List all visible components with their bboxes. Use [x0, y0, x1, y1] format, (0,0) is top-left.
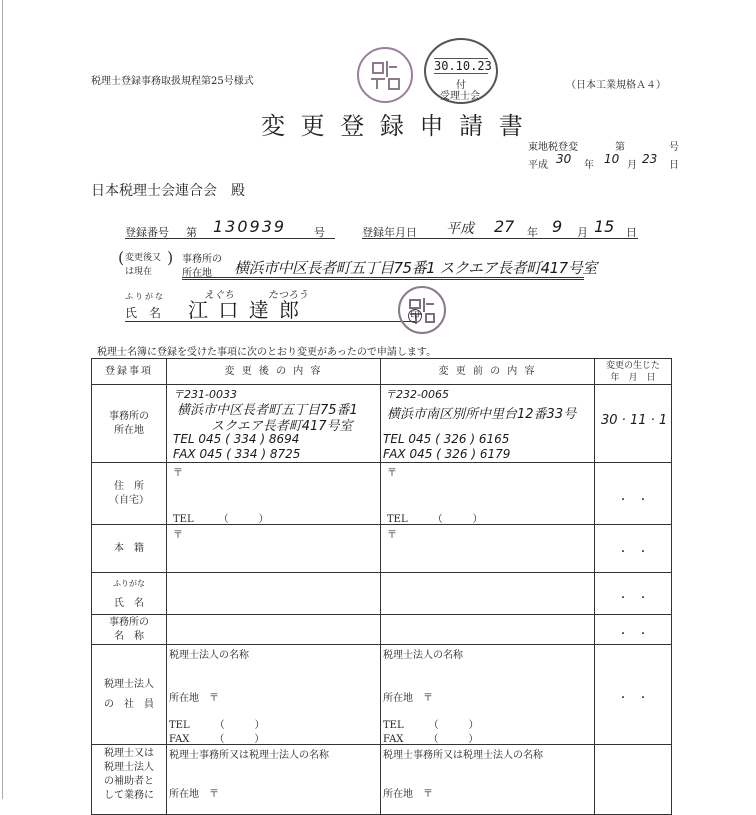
domicile-before-postal: 〒	[387, 530, 397, 541]
table-row	[92, 385, 672, 463]
office-name-date-blank: ・ ・	[618, 629, 648, 640]
scan-edge	[2, 0, 3, 799]
office-label-top: 事務所の	[182, 254, 222, 265]
current-label-top: 変更後又	[125, 253, 162, 263]
assistant-before-location: 所在地 〒	[383, 789, 433, 800]
number-label: 第	[615, 142, 625, 153]
row-label-line: 税理士又は	[104, 748, 154, 759]
corp-before-location: 所在地 〒	[383, 693, 433, 704]
registration-number-value: 130939	[213, 217, 287, 236]
assistant-before-cell	[381, 745, 595, 815]
row-label-line: の 社 員	[104, 698, 154, 710]
office-address-value: 横浜市中区長者町五丁目75番1 スクエア長者町417号室	[234, 259, 597, 277]
row-label-line: の補助者と	[104, 776, 154, 787]
row-label-name	[92, 573, 167, 615]
residence-before-tel: TEL （ ）	[387, 514, 483, 525]
corp-before-tel: TEL （ ）	[383, 720, 479, 731]
receipt-date-stamp	[424, 38, 498, 104]
registration-year-unit: 年	[527, 226, 538, 239]
col-header-date	[595, 359, 672, 385]
after-fax: FAX 045 ( 334 ) 8725	[173, 447, 301, 461]
name-label: 氏 名	[125, 306, 162, 320]
row-label-office	[92, 385, 167, 463]
corp-after-tel: TEL （ ）	[169, 720, 265, 731]
office-change-date: 30 · 11 · 1	[601, 413, 668, 428]
corp-after-fax: FAX （ ）	[169, 734, 265, 745]
change-table	[91, 358, 672, 815]
row-label-corp-member	[92, 645, 167, 745]
assistant-after-cell	[167, 745, 381, 815]
table-row	[92, 645, 672, 745]
receipt-office: 受理士会	[440, 91, 480, 102]
office-code: 東地税登変	[528, 142, 578, 153]
office-after-cell	[167, 385, 381, 463]
table-row	[92, 525, 672, 573]
row-label-line: 所在地	[114, 424, 144, 436]
paren-open: (	[118, 248, 125, 267]
before-address-line1: 横浜市南区別所中里台12番33号	[387, 407, 577, 422]
residence-after-tel: TEL （ ）	[173, 514, 269, 525]
corp-after-location: 所在地 〒	[169, 693, 219, 704]
seal-mark: 印	[408, 309, 422, 323]
col-header-date-bottom: 年 月 日	[610, 372, 656, 383]
office-name-before-cell	[381, 615, 595, 645]
row-label-line: 事務所の	[109, 616, 149, 628]
name-after-cell	[167, 573, 381, 615]
receipt-mark: 付	[456, 80, 466, 91]
corp-before-fax: FAX （ ）	[383, 734, 479, 745]
col-header-item: 登録事項	[92, 359, 167, 385]
intro-text: 税理士名簿に登録を受けた事項に次のとおり変更があったので申請します。	[97, 347, 437, 358]
table-row	[92, 615, 672, 645]
date-day: 23	[642, 152, 658, 166]
paper-size-note: （日本工業規格Ａ４）	[566, 80, 666, 91]
domicile-date-cell	[595, 525, 672, 573]
corp-date-blank: ・ ・	[618, 693, 648, 704]
residence-date-blank: ・ ・	[618, 495, 648, 506]
seal-glyph-icon	[359, 49, 411, 101]
residence-after-cell	[167, 463, 381, 525]
date-era: 平成	[528, 160, 548, 171]
corp-date-cell	[595, 645, 672, 745]
furigana-given: たつろう	[268, 290, 308, 301]
registration-number-prefix: 第	[186, 226, 197, 239]
registration-date-era: 平成	[446, 221, 474, 237]
after-address-line2: スクエア長者町417号室	[211, 419, 353, 434]
registration-date-label: 登録年月日	[362, 226, 417, 239]
domicile-after-postal: 〒	[173, 530, 183, 541]
addressee: 日本税理士会連合会 殿	[91, 183, 245, 199]
domicile-before-cell	[381, 525, 595, 573]
office-address-underline	[182, 276, 584, 280]
before-postal: 〒232-0065	[385, 388, 449, 401]
page-title: 変 更 登 録 申 請 書	[261, 112, 527, 140]
residence-after-postal: 〒	[173, 468, 183, 479]
before-fax: FAX 045 ( 326 ) 6179	[383, 447, 511, 461]
row-label-line: 税理士法人	[104, 678, 154, 690]
number-suffix: 号	[669, 142, 679, 153]
name-date-cell	[595, 573, 672, 615]
col-header-date-top: 変更の生じた	[605, 360, 660, 371]
seal-glyph-icon	[400, 288, 444, 332]
applicant-seal	[398, 286, 446, 334]
assistant-after-location: 所在地 〒	[169, 789, 219, 800]
row-label-residence	[92, 463, 167, 525]
date-month-unit: 月	[627, 160, 637, 171]
row-label-furigana: ふりがな	[113, 578, 145, 588]
residence-before-postal: 〒	[387, 468, 397, 479]
table-header-row	[92, 359, 672, 385]
table-row	[92, 463, 672, 525]
name-before-cell	[381, 573, 595, 615]
date-year: 30	[556, 152, 572, 166]
row-label-line: して業務に	[104, 790, 154, 801]
current-label-bottom: は現在	[125, 267, 153, 277]
row-label-line: 名 称	[114, 630, 144, 642]
office-before-cell	[381, 385, 595, 463]
receipt-date: 30.10.23	[434, 59, 492, 73]
furigana-family: えぐち	[204, 290, 234, 301]
date-month: 10	[604, 152, 620, 166]
registration-number-label: 登録番号	[125, 226, 169, 239]
date-year-unit: 年	[584, 160, 594, 171]
office-date-cell	[595, 385, 672, 463]
name-date-blank: ・ ・	[618, 593, 648, 604]
date-day-unit: 日	[669, 160, 679, 171]
assistant-date-cell	[595, 745, 672, 815]
residence-date-cell	[595, 463, 672, 525]
col-header-before: 変 更 前 の 内 容	[381, 359, 595, 385]
row-label-line: 事務所の	[109, 410, 149, 422]
table-row	[92, 745, 672, 815]
col-header-after: 変 更 後 の 内 容	[167, 359, 381, 385]
row-label-office-name	[92, 615, 167, 645]
residence-before-cell	[381, 463, 595, 525]
registration-month-unit: 月	[577, 226, 588, 239]
after-tel: TEL 045 ( 334 ) 8694	[173, 432, 300, 446]
furigana-label: ふりがな	[125, 292, 165, 301]
row-label-assistant	[92, 745, 167, 815]
row-label-line: （自宅）	[109, 494, 149, 506]
corp-after-name: 税理士法人の名称	[169, 650, 249, 661]
before-tel: TEL 045 ( 326 ) 6165	[383, 432, 510, 446]
office-name-date-cell	[595, 615, 672, 645]
table-row	[92, 573, 672, 615]
registration-number-suffix: 号	[314, 226, 325, 239]
after-address-line1: 横浜市中区長者町五丁目75番1	[177, 403, 358, 418]
corp-before-cell	[381, 645, 595, 745]
domicile-date-blank: ・ ・	[618, 547, 648, 558]
name-value: 江 口 達 郎	[188, 298, 302, 322]
registrar-seal	[357, 47, 413, 103]
row-label-line: 住 所	[114, 480, 144, 492]
row-label-line: 税理士法人	[104, 762, 154, 773]
office-name-after-cell	[167, 615, 381, 645]
registration-date-day: 15	[594, 217, 615, 236]
office-label-bottom: 所在地	[182, 268, 212, 279]
regulation-reference: 税理士登録事務取扱規程第25号様式	[91, 76, 254, 87]
domicile-after-cell	[167, 525, 381, 573]
assistant-after-name: 税理士事務所又は税理士法人の名称	[169, 750, 329, 761]
registration-date-month: 9	[552, 217, 563, 236]
registration-date-year: 27	[494, 217, 515, 236]
name-underline	[125, 320, 415, 322]
row-label-domicile: 本 籍	[92, 525, 167, 573]
corp-before-name: 税理士法人の名称	[383, 650, 463, 661]
after-postal: 〒231-0033	[173, 388, 237, 401]
paren-close: )	[167, 248, 174, 267]
registration-day-unit: 日	[626, 226, 637, 239]
row-label-line: 氏 名	[114, 597, 144, 609]
assistant-before-name: 税理士事務所又は税理士法人の名称	[383, 750, 543, 761]
corp-after-cell	[167, 645, 381, 745]
